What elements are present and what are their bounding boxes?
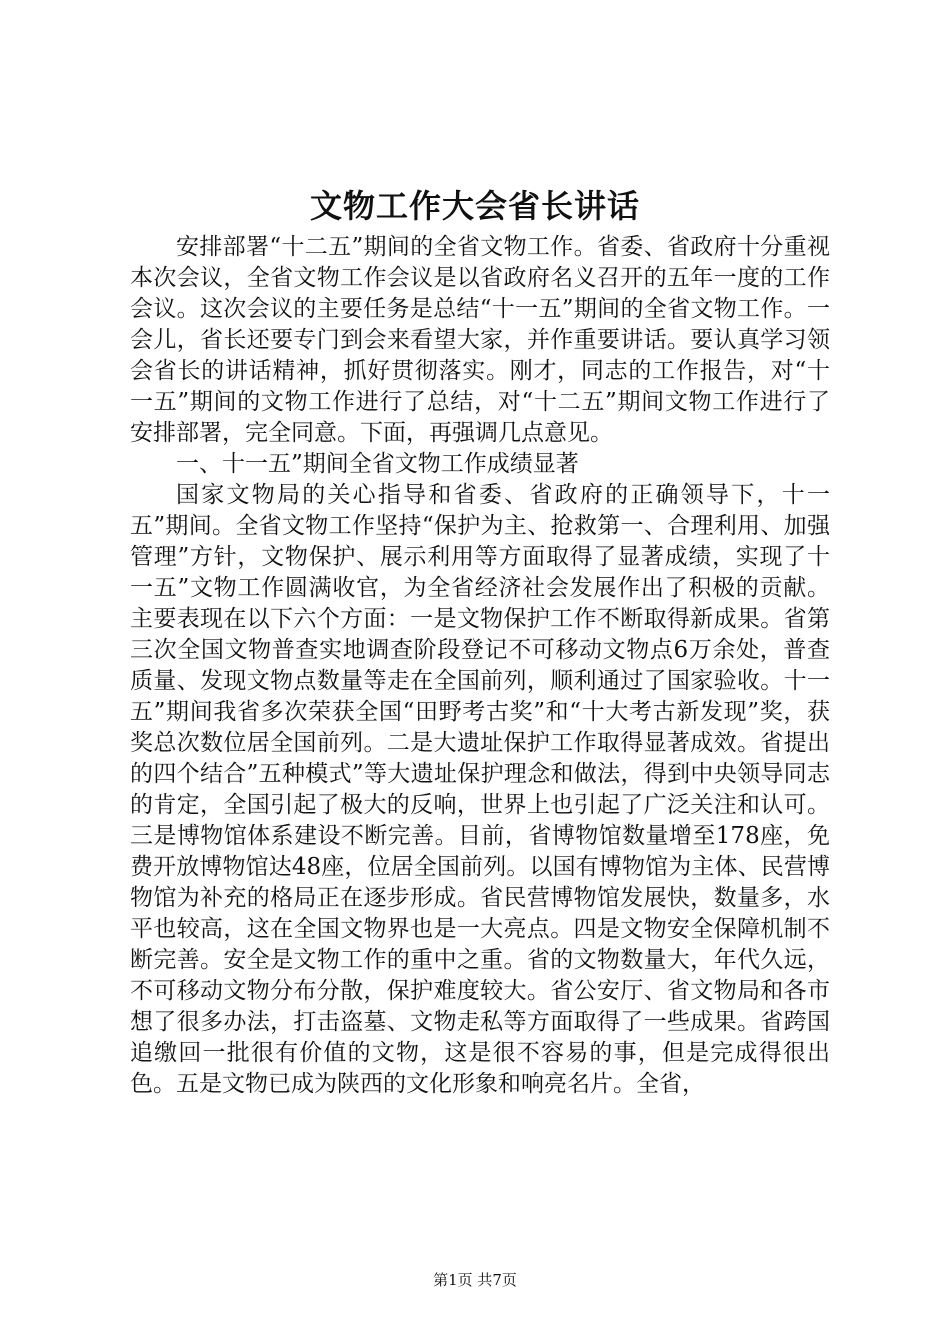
document-body <box>130 232 830 1100</box>
document-title: 文物工作大会省长讲话 <box>309 187 640 225</box>
section-heading-1: 一、十一五”期间全省文物工作成绩显著 <box>176 451 579 477</box>
paragraph-achievements: 国家文物局的关心指导和省委、省政府的正确领导下，十一五”期间。全省文物工作坚持“保护为主、抢救第一、合理利用、加强管理”方针，文物保护、展示利用等方面取得了显著成绩，实现了十一五”文物工作圆满收官，为全省经济社会发展作出了积极的贡献。主要表现在以下六个方面：一是文物保护工作不断取得新成果。省第三次全国文物普查实地调查阶段登记不可移动文物点6万余处，普查质量、发现文物点数量等走在全国前列，顺利通过了国家验收。十一五”期间我省多次荣获全国“田野考古奖”和“十大考古新发现”奖，获奖总次数位居全国前列。二是大遗址保护工作取得显著成效。省提出的四个结合”五种模式”等大遗址保护理念和做法，得到中央领导同志的肯定，全国引起了极大的反响，世界上也引起了广泛关注和认可。三是博物馆体系建设不断完善。目前，省博物馆数量增至178座，免费开放博物馆达48座，位居全国前列。以国有博物馆为主体、民营博物馆为补充的格局正在逐步形成。省民营博物馆发展快，数量多，水平也较高，这在全国文物界也是一大亮点。四是文物安全保障机制不断完善。安全是文物工作的重中之重。省的文物数量大，年代久远，不可移动文物分布分散，保护难度较大。省公安厅、省文物局和各市想了很多办法，打击盗墓、文物走私等方面取得了一些成果。省跨国追缴回一批很有价值的文物，这是很不容易的事，但是完成得很出色。五是文物已成为陕西的文化形象和响亮名片。全省， <box>130 482 830 1097</box>
page-footer: 第1页 共7页 <box>433 1271 517 1289</box>
paragraph-intro: 安排部署“十二五”期间的全省文物工作。省委、省政府十分重视本次会议，全省文物工作会议是以省政府名义召开的五年一度的工作会议。这次会议的主要任务是总结“十一五”期间的全省文物工作。一会儿，省长还要专门到会来看望大家，并作重要讲话。要认真学习领会省长的讲话精神，抓好贯彻落实。刚才，同志的工作报告，对“十一五”期间的文物工作进行了总结，对“十二五”期间文物工作进行了安排部署，完全同意。下面，再强调几点意见。 <box>130 234 830 446</box>
